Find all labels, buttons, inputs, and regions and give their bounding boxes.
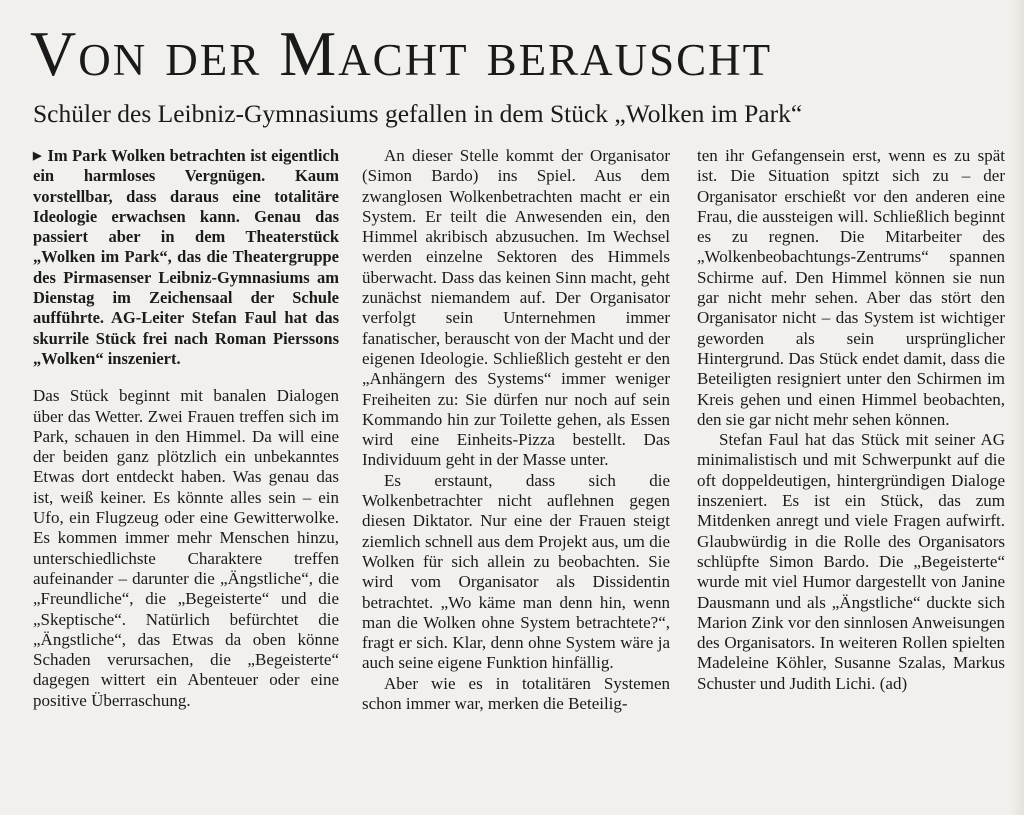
body-paragraph: Es erstaunt, dass sich die Wolkenbetrachter nicht auflehnen gegen diesen Diktator. Nur eine der Frauen steigt ziemlich schnell aus dem Projekt aus, um die Wolken für sich allein zu beobachten. Sie wird vom Organisator als Dissidentin betrachtet. „Wo käme man denn hin, wenn man die Wolken ohne System betrachtete?“, fragt er sich. Klar, denn ohne System wäre ja auch seine eigene Funktion hinfällig. bbox=[362, 470, 670, 673]
body-paragraph-continuation: ten ihr Gefangensein erst, wenn es zu spät ist. Die Situation spitzt sich zu – der Organisator erschießt vor den anderen eine Frau, die aussteigen will. Schließlich beginnt es zu regnen. Die Mitarbeiter des „Wolkenbeobachtungs-Zentrums“ spannen Schirme auf. Den Himmel können sie nun gar nicht mehr sehen. Aber das stört den Organisator nicht – das System ist wichtiger geworden als sein ursprünglicher Hintergrund. Das Stück endet damit, dass die Beteiligten resigniert unter den Schirmen im Kreis gehen und einen Himmel beobachten, den sie gar nicht mehr sehen können. bbox=[697, 146, 1005, 429]
subheadline: Schüler des Leibniz-Gymnasiums gefallen in dem Stück „Wolken im Park“ bbox=[33, 99, 803, 128]
text-column-3 bbox=[697, 146, 1005, 694]
lead-paragraph bbox=[33, 146, 339, 369]
text-column-1 bbox=[33, 146, 339, 711]
body-paragraph: An dieser Stelle kommt der Organisator (Simon Bardo) ins Spiel. Aus dem zwanglosen Wolkenbetrachten macht er ein System. Er teilt die Anwesenden ein, den Himmel akribisch abzusuchen. Im Wechsel werden einzelne Sektoren des Himmels überwacht. Dass das keinen Sinn macht, geht zunächst niemandem auf. Der Organisator verfolgt sein Unternehmen immer fanatischer, berauscht von der Macht und der eigenen Ideologie. Schließlich gesteht er den „Anhängern des Systems“ immer weniger Freiheiten zu: Sie dürfen nur noch auf sein Kommando hin zur Toilette gehen, als Essen wird eine Einheits-Pizza bestellt. Das Individuum geht in der Masse unter. bbox=[362, 146, 670, 470]
body-paragraph: Das Stück beginnt mit banalen Dialogen über das Wetter. Zwei Frauen treffen sich im Park, schauen in den Himmel. Da will eine der beiden ganz plötzlich ein unbekanntes Etwas dort entdeckt haben. Was genau das ist, weiß keiner. Es könnte alles sein – ein Ufo, ein Flugzeug oder eine Gewitterwolke. Es kommen immer mehr Menschen hinzu, unterschiedlichste Charaktere treffen aufeinander – darunter die „Ängstliche“, die „Freundliche“, die „Begeisterte“ und die „Skeptische“. Natürlich befürchtet die „Ängstliche“, das Etwas da oben könne Schaden verursachen, die „Begeisterte“ dagegen wittert ein Abenteuer oder eine positive Überraschung. bbox=[33, 386, 339, 710]
page-edge-shadow bbox=[1010, 0, 1024, 815]
body-paragraph: Stefan Faul hat das Stück mit seiner AG minimalistisch und mit Schwerpunkt auf die oft doppeldeutigen, hintergründigen Dialoge inszeniert. Es ist ein Stück, das zum Mitdenken anregt und viele Fragen aufwirft. Glaubwürdig in die Rolle des Organisators schlüpfte Simon Bardo. Die „Begeisterte“ wurde mit viel Humor dargestellt von Janine Dausmann und als „Ängstliche“ duckte sich Marion Zink vor den sinnlosen Anweisungen des Organisators. In weiteren Rollen spielten Madeleine Köhler, Susanne Szalas, Markus Schuster und Judith Lichi. (ad) bbox=[697, 430, 1005, 693]
body-paragraph-continued: Aber wie es in totalitären Systemen schon immer war, merken die Beteilig- bbox=[362, 673, 670, 714]
lead-text: Im Park Wolken betrachten ist eigentlich ein harmloses Vergnügen. Kaum vorstellbar, dass daraus eine totalitäre Ideologie erwachsen kann. Genau das passiert aber in dem Theaterstück „Wolken im Park“, das die Theatergruppe des Pirmasenser Leibniz-Gymnasiums am Dienstag im Zeichensaal der Schule aufführte. AG-Leiter Stefan Faul hat das skurrile Stück frei nach Roman Pierssons „Wolken“ inszeniert. bbox=[33, 146, 339, 368]
text-column-2 bbox=[362, 146, 670, 714]
headline: Von der Macht berauscht bbox=[30, 18, 773, 89]
triangle-right-icon: ▶ bbox=[33, 150, 42, 162]
